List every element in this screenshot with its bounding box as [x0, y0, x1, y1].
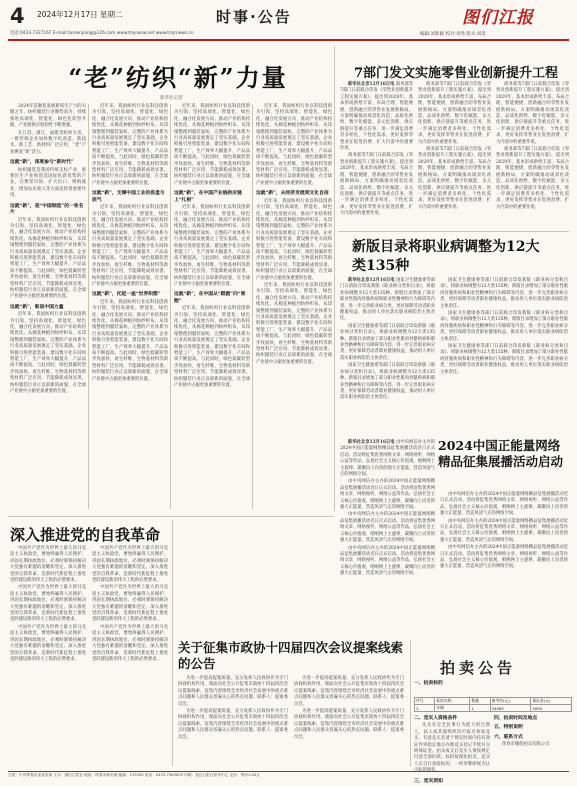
subhead: 这就“新”，彰显中国力量	[10, 303, 64, 310]
dateline: 新华社北京12月16日电	[348, 82, 395, 87]
proposal-column-1	[178, 676, 288, 766]
page-footer	[8, 771, 569, 784]
paragraph: 由中央网信办主办的2024中国正能量网络精品征集展播活动近日正式启动。活动将征集优秀网络文章、网络视听、网络公益等作品，弘扬社会主义核心价值观，唱响网上主旋律，凝聚向上向善的强大正能量，营造风清气正的网络空间。	[440, 545, 568, 570]
paragraph: 纺织服装是我国传统支柱产业、重要民生产业和创造国际化新优势的产业，在繁荣市场、扩大出口、吸纳就业、增加农民收入等方面发挥着重要作用。	[10, 167, 86, 199]
table-row	[415, 705, 572, 712]
paragraph: 凡具有完全民事行为能力的自然人、法人或其他组织均可报名参加竞买。有意竞买者请于规定时间内持有效证件到指定地点办理竞买登记手续并交纳保证金。拍卖成交后竞买人须按规定付清全部价款。标的按现状拍卖，竞买人应自行查验标的，一经举牌即视为认可标的现状。	[414, 723, 490, 774]
paragraph: 国家卫生健康委等部门日前联合印发新版《职业病分类和目录》，将职业病调整为12大类135种。新版目录增加了部分职业性肌肉骨骼疾病和职业性精神和行为障碍等内容，进一步完善职业病分类，更好保障劳动者职业健康权益，推动用人单位落实职业病防治主体责任。	[440, 311, 568, 342]
main-headline: “老”纺织“新”力量	[68, 63, 288, 92]
paragraph: 中国共产党作为世界上最大的马克思主义执政党，要始终赢得人民拥护、巩固长期执政地位，必须时刻保持解决大党独有难题的清醒和坚定。深入推进党的自我革命，是新时代新征程上推进党的建设新的伟大工程的必然要求。	[10, 546, 86, 584]
paragraph: 国家卫生健康委等部门日前联合印发新版《职业病分类和目录》，将职业病调整为12大类135种。新版目录增加了部分职业性肌肉骨骼疾病和职业性精神和行为障碍等内容，进一步完善职业病分类，更好保障劳动者职业健康权益，推动用人单位落实职业病防治主体责任。	[340, 363, 435, 401]
table-cell: 5000	[531, 705, 572, 712]
page-header	[0, 0, 577, 46]
retail-column-3	[496, 82, 569, 229]
editors-line: 编辑:刘新颖 校对:刘秀 版式:刘景	[420, 32, 486, 37]
paragraph: 近年来，我国纺织行业以科技创新为引领，坚持高端化、智能化、绿色化、融合化发展方向，推动产业结构持续优化。从棉花种植到纺纱织布，从印染整理到服装家纺，完整的产业体系为行业高质量发展奠定了坚实基础。企业积极引进智能装备，建设数字化车间和智能工厂，生产效率大幅提升，产品品质不断提高。与此同时，绿色低碳转型步伐加快，再生纤维、生物基材料等新型材料广泛应用，节能降耗成效显著。纺织服装行业正以崭新的面貌，在全球产业链中占据更加重要的位置。	[92, 104, 168, 186]
table-header-row	[415, 698, 572, 705]
paragraph: 中国共产党作为世界上最大的马克思主义执政党，要始终赢得人民拥护、巩固长期执政地位，必须时刻保持解决大党独有难题的清醒和坚定。深入推进党的自我革命，是新时代新征程上推进党的建设新的伟大工程的必然要求。	[10, 624, 86, 662]
notice-item: 六、联系方式	[494, 733, 523, 740]
table-cell: 34065	[490, 705, 531, 712]
header-rule	[8, 39, 569, 41]
subhead: 这就“新”，在中国从“跟跑”向“领跑”	[174, 291, 246, 304]
table-cell: 车辆	[435, 705, 470, 712]
retail-headline: 7部门发文实施零售业创新提升工程	[353, 66, 559, 81]
contact-line: 电话:0433-7327167 E-mail:tumenjiang@126.com www.tmjrwsw.net www.tmjrnews.cn	[10, 31, 194, 36]
table-header: 参考价(元)	[490, 698, 531, 705]
paragraph: 由中央网信办主办的2024中国正能量网络精品征集展播活动近日正式启动。活动将征集优秀网络文章、网络视听、网络公益等作品，弘扬社会主义核心价值观，唱响网上主旋律，凝聚向上向善的强大正能量，营造风清气正的网络空间。	[340, 479, 435, 511]
paragraph: 中国共产党作为世界上最大的马克思主义执政党，要始终赢得人民拥护、巩固长期执政地位，必须时刻保持解决大党独有难题的清醒和坚定。深入推进党的自我革命，是新时代新征程上推进党的建设新的伟大工程的必然要求。	[92, 546, 168, 584]
paragraph: 由中央网信办主办的2024中国正能量网络精品征集展播活动近日正式启动。活动将征集优秀网络文章、网络视听、网络公益等作品，弘扬社会主义核心价值观，唱响网上主旋律，凝聚向上向善的强大正能量，营造风清气正的网络空间。	[440, 518, 568, 543]
dateline: 新华社北京12月16日电	[348, 440, 395, 445]
dateline: 新华社北京12月16日电	[348, 278, 395, 283]
energy-column-1	[340, 440, 435, 635]
notice-intro	[414, 677, 570, 697]
table-header: 序号	[415, 698, 435, 705]
disease-headline: 新版目录将职业病调整为12大类135种	[352, 239, 540, 274]
paragraph: 由中央网信办主办的2024中国正能量网络精品征集展播活动近日正式启动。活动将征集优秀网络文章、网络视听、网络公益等作品，弘扬社会主义核心价值观，唱响网上主旋律，凝聚向上向善的强大正能量，营造风清气正的网络空间。	[340, 512, 435, 544]
table-cell: 1	[470, 705, 490, 712]
notice-item: 五、特别说明	[494, 724, 523, 731]
paragraph: 近年来，我国纺织行业以科技创新为引领，坚持高端化、智能化、绿色化、融合化发展方向，推动产业结构持续优化。从棉花种植到纺纱织布，从印染整理到服装家纺，完整的产业体系为行业高质量发展奠定了坚实基础。企业积极引进智能装备，建设数字化车间和智能工厂，生产效率大幅提升，产品品质不断提高。与此同时，绿色低碳转型步伐加快，再生纤维、生物基材料等新型材料广泛应用，节能降耗成效显著。纺织服装行业正以崭新的面貌，在全球产业链中占据更加重要的位置。	[256, 104, 332, 186]
proposal-column-2	[294, 676, 404, 766]
paragraph: 中国共产党作为世界上最大的马克思主义执政党，要始终赢得人民拥护、巩固长期执政地位，必须时刻保持解决大党独有难题的清醒和坚定。深入推进党的自我革命，是新时代新征程上推进党的建设新的伟大工程的必然要求。	[92, 585, 168, 623]
paragraph: 中国共产党作为世界上最大的马克思主义执政党，要始终赢得人民拥护、巩固长期执政地位，必须时刻保持解决大党独有难题的清醒和坚定。深入推进党的自我革命，是新时代新征程上推进党的建设新的伟大工程的必然要求。	[92, 624, 168, 662]
notice-item: 四、拍卖时间及地点	[494, 715, 538, 721]
paragraph: 近年来，我国纺织行业以科技创新为引领，坚持高端化、智能化、绿色化、融合化发展方向，推动产业结构持续优化。从棉花种植到纺纱织布，从印染整理到服装家纺，完整的产业体系为行业高质量发展奠定了坚实基础。企业积极引进智能装备，建设数字化车间和智能工厂，生产效率大幅提升，产品品质不断提高。与此同时，绿色低碳转型步伐加快，再生纤维、生物基材料等新型材料广泛应用，节能降耗成效显著。纺织服装行业正以崭新的面貌，在全球产业链中占据更加重要的位置。	[10, 217, 86, 300]
paragraph: 国家卫生健康委等部门日前联合印发新版《职业病分类和目录》，将职业病调整为12大类135种。新版目录增加了部分职业性肌肉骨骼疾病和职业性精神和行为障碍等内容，进一步完善职业病分类，更好保障劳动者职业健康权益，推动用人单位落实职业病防治主体责任。	[440, 344, 568, 375]
notice-item: 二、竞买人资格条件	[414, 715, 458, 721]
disease-column-2	[440, 278, 568, 435]
notice-body-2	[494, 712, 570, 768]
paragraph: 为进一步提高提案质量，充分发挥人民政协作为专门协商机构作用，现面向社会公开征集市政协十四届四次会议提案线索。征集内容围绕全市经济社会发展中的重点难点问题和人民群众普遍关心的热点问题。联系人：提案委员会。	[178, 709, 288, 740]
table-header: 数量	[470, 698, 490, 705]
subhead: 这就“新”，支撑中国工业的底盘与底气	[92, 190, 165, 203]
paragraph: 商务部等7部门日前联合印发《零售业创新提升工程实施方案》，提出到2029年，基本形成供给丰富、布局合理、智能便捷、创新融合的零售业发展新格局。方案明确推动场景化改造、品质化供给、数字化赋能、多元化创新、供应链提升等重点任务，进一步满足消费者多样化、个性化需求，更好发挥零售业在促进消费、扩大内需中的重要作用。	[496, 147, 569, 210]
paragraph: 近年来，我国纺织行业以科技创新为引领，坚持高端化、智能化、绿色化、融合化发展方向，推动产业结构持续优化。从棉花种植到纺纱织布，从印染整理到服装家纺，完整的产业体系为行业高质量发展奠定了坚实基础。企业积极引进智能装备，建设数字化车间和智能工厂，生产效率大幅提升，产品品质不断提高。与此同时，绿色低碳转型步伐加快，再生纤维、生物基材料等新型材料广泛应用，节能降耗成效显著。纺织服装行业正以崭新的面貌，在全球产业链中占据更加重要的位置。	[10, 312, 86, 395]
paragraph: 为进一步提高提案质量，充分发挥人民政协作为专门协商机构作用，现面向社会公开征集市政协十四届四次会议提案线索。征集内容围绕全市经济社会发展中的重点难点问题和人民群众普遍关心的热点问题。联系人：提案委员会。	[294, 709, 404, 740]
issue-date: 2024年12月17日 星期二	[37, 10, 123, 19]
newspaper-logo: 图们江报	[462, 8, 534, 28]
table-cell: 1	[415, 705, 435, 712]
subhead: 这就“新”，托起一座“世界织都”	[92, 291, 161, 298]
main-column-2	[92, 104, 168, 511]
retail-column-2	[418, 82, 491, 229]
subhead: 这就“新”，从经济发展到文化自信	[256, 190, 329, 197]
paragraph: 商务部等7部门日前联合印发《零售业创新提升工程实施方案》，提出到2029年，基本形成供给丰富、布局合理、智能便捷、创新融合的零售业发展新格局。方案明确推动场景化改造、品质化供给、数字化赋能、多元化创新、供应链提升等重点任务，进一步满足消费者多样化、个性化需求，更好发挥零售业在促进消费、扩大内需中的重要作用。	[340, 82, 413, 152]
page-number: 4	[10, 4, 25, 28]
paragraph: 商务部等7部门日前联合印发《零售业创新提升工程实施方案》，提出到2029年，基本形成供给丰富、布局合理、智能便捷、创新融合的零售业发展新格局。方案明确推动场景化改造、品质化供给、数字化赋能、多元化创新、供应链提升等重点任务，进一步满足消费者多样化、个性化需求，更好发挥零售业在促进消费、扩大内需中的重要作用。	[496, 82, 569, 145]
energy-column-2	[440, 492, 568, 635]
paragraph: 近年来，我国纺织行业以科技创新为引领，坚持高端化、智能化、绿色化、融合化发展方向，推动产业结构持续优化。从棉花种植到纺纱织布，从印染整理到服装家纺，完整的产业体系为行业高质量发展奠定了坚实基础。企业积极引进智能装备，建设数字化车间和智能工厂，生产效率大幅提升，产品品质不断提高。与此同时，绿色低碳转型步伐加快，再生纤维、生物基材料等新型材料广泛应用，节能降耗成效显著。纺织服装行业正以崭新的面貌，在全球产业链中占据更加重要的位置。	[174, 306, 250, 389]
paragraph: 为进一步提高提案质量，充分发挥人民政协作为专门协商机构作用，现面向社会公开征集市政协十四届四次会议提案线索。征集内容围绕全市经济社会发展中的重点难点问题和人民群众普遍关心的热点问题。联系人：提案委员会。	[294, 676, 404, 707]
table-header: 标的名称	[435, 698, 470, 705]
main-column-1	[10, 104, 86, 511]
notice-subhead: 一、拍卖标的	[414, 680, 443, 686]
disease-column-1	[340, 278, 435, 435]
paragraph: 中国共产党作为世界上最大的马克思主义执政党，要始终赢得人民拥护、巩固长期执政地位，必须时刻保持解决大党独有难题的清醒和坚定。深入推进党的自我革命，是新时代新征程上推进党的建设新的伟大工程的必然要求。	[10, 585, 86, 623]
paragraph: 商务部等7部门日前联合印发《零售业创新提升工程实施方案》，提出到2029年，基本形成供给丰富、布局合理、智能便捷、创新融合的零售业发展新格局。方案明确推动场景化改造、品质化供给、数字化赋能、多元化创新、供应链提升等重点任务，进一步满足消费者多样化、个性化需求，更好发挥零售业在促进消费、扩大内需中的重要作用。	[418, 147, 491, 210]
column-divider	[88, 104, 89, 509]
subhead: 这就“新”，是“中国制造”的一张名片	[10, 202, 84, 216]
column-divider	[410, 640, 411, 766]
main-column-4	[256, 104, 332, 511]
reform-column-2	[92, 546, 168, 766]
column-divider	[334, 46, 335, 511]
column-divider	[172, 520, 173, 766]
section-divider	[338, 231, 569, 232]
main-byline: 新华社记者	[160, 96, 183, 101]
notice-org: 珲春市城投拍卖有限公司	[502, 742, 550, 748]
subhead: 这就“新”，深度参与“新时代”	[10, 159, 74, 166]
paragraph: 近年来，我国纺织行业以科技创新为引领，坚持高端化、智能化、绿色化、融合化发展方向，推动产业结构持续优化。从棉花种植到纺纱织布，从印染整理到服装家纺，完整的产业体系为行业高质量发展奠定了坚实基础。企业积极引进智能装备，建设数字化车间和智能工厂，生产效率大幅提升，产品品质不断提高。与此同时，绿色低碳转型步伐加快，再生纤维、生物基材料等新型材料广泛应用，节能降耗成效显著。纺织服装行业正以崭新的面貌，在全球产业链中占据更加重要的位置。	[256, 282, 332, 365]
paragraph: 国家卫生健康委等部门日前联合印发新版《职业病分类和目录》，将职业病调整为12大类135种。新版目录增加了部分职业性肌肉骨骼疾病和职业性精神和行为障碍等内容，进一步完善职业病分类，更好保障劳动者职业健康权益，推动用人单位落实职业病防治主体责任。	[340, 323, 435, 361]
section-title: 时事·公告	[216, 8, 292, 26]
auction-notice-title: 拍卖公告	[440, 659, 517, 677]
footer-text: 主管：中共珲春市委宣传部 主办：图们江报社 地址：珲春市新安街 邮编：133300 电话：0433-7563003 印刷：延边日报社印务中心 定价：每份1.00元	[8, 773, 260, 777]
paragraph: 由中央网信办主办的2024中国正能量网络精品征集展播活动近日正式启动。活动将征集优秀网络文章、网络视听、网络公益等作品，弘扬社会主义核心价值观，唱响网上主旋律，凝聚向上向善的强大正能量，营造风清气正的网络空间。	[340, 545, 435, 577]
energy-headline: 2024中国正能量网络精品征集展播活动启动	[438, 438, 564, 469]
paragraph: 商务部等7部门日前联合印发《零售业创新提升工程实施方案》，提出到2029年，基本形成供给丰富、布局合理、智能便捷、创新融合的零售业发展新格局。方案明确推动场景化改造、品质化供给、数字化赋能、多元化创新、供应链提升等重点任务，进一步满足消费者多样化、个性化需求，更好发挥零售业在促进消费、扩大内需中的重要作用。	[340, 153, 413, 217]
proposal-headline: 关于征集市政协十四届四次会议提案线索的公告	[178, 640, 404, 671]
paragraph: 在江苏、浙江、福建等纺织大省，一批传统企业加快数字化改造，新技术、新工艺、新材料广泛应用，“老”产业焕发“新”活力。	[10, 130, 86, 155]
retail-column-1	[340, 82, 413, 229]
main-column-3	[174, 104, 250, 511]
reform-column-1	[10, 546, 86, 766]
auction-table	[414, 697, 572, 712]
paragraph: 近年来，我国纺织行业以科技创新为引领，坚持高端化、智能化、绿色化、融合化发展方向，推动产业结构持续优化。从棉花种植到纺纱织布，从印染整理到服装家纺，完整的产业体系为行业高质量发展奠定了坚实基础。企业积极引进智能装备，建设数字化车间和智能工厂，生产效率大幅提升，产品品质不断提高。与此同时，绿色低碳转型步伐加快，再生纤维、生物基材料等新型材料广泛应用，节能降耗成效显著。纺织服装行业正以崭新的面貌，在全球产业链中占据更加重要的位置。	[92, 205, 168, 287]
subhead: 这就“新”，在中国产业链供应链上“扎根”	[174, 190, 242, 203]
section-divider	[8, 516, 334, 517]
notice-body-1	[414, 712, 490, 784]
paragraph: 近年来，我国纺织行业以科技创新为引领，坚持高端化、智能化、绿色化、融合化发展方向，推动产业结构持续优化。从棉花种植到纺纱织布，从印染整理到服装家纺，完整的产业体系为行业高质量发展奠定了坚实基础。企业积极引进智能装备，建设数字化车间和智能工厂，生产效率大幅提升，产品品质不断提高。与此同时，绿色低碳转型步伐加快，再生纤维、生物基材料等新型材料广泛应用，节能降耗成效显著。纺织服装行业正以崭新的面貌，在全球产业链中占据更加重要的位置。	[92, 299, 168, 382]
paragraph: 商务部等7部门日前联合印发《零售业创新提升工程实施方案》，提出到2029年，基本形成供给丰富、布局合理、智能便捷、创新融合的零售业发展新格局。方案明确推动场景化改造、品质化供给、数字化赋能、多元化创新、供应链提升等重点任务，进一步满足消费者多样化、个性化需求，更好发挥零售业在促进消费、扩大内需中的重要作用。	[418, 82, 491, 145]
paragraph: 2024年是聚焦发展新质生产力的关键之年，纺织服装行业顺势而为，持续推进高端化、智能化、绿色化转型升级，产业链供应链韧性不断增强。	[10, 104, 86, 129]
paragraph: 近年来，我国纺织行业以科技创新为引领，坚持高端化、智能化、绿色化、融合化发展方向，推动产业结构持续优化。从棉花种植到纺纱织布，从印染整理到服装家纺，完整的产业体系为行业高质量发展奠定了坚实基础。企业积极引进智能装备，建设数字化车间和智能工厂，生产效率大幅提升，产品品质不断提高。与此同时，绿色低碳转型步伐加快，再生纤维、生物基材料等新型材料广泛应用，节能降耗成效显著。纺织服装行业正以崭新的面貌，在全球产业链中占据更加重要的位置。	[174, 104, 250, 186]
column-divider	[170, 104, 171, 509]
paragraph: 国家卫生健康委等部门日前联合印发新版《职业病分类和目录》，将职业病调整为12大类135种。新版目录增加了部分职业性肌肉骨骼疾病和职业性精神和行为障碍等内容，进一步完善职业病分类，更好保障劳动者职业健康权益，推动用人单位落实职业病防治主体责任。	[340, 278, 435, 322]
paragraph: 为进一步提高提案质量，充分发挥人民政协作为专门协商机构作用，现面向社会公开征集市政协十四届四次会议提案线索。征集内容围绕全市经济社会发展中的重点难点问题和人民群众普遍关心的热点问题。联系人：提案委员会。	[178, 676, 288, 707]
paragraph: 由中央网信办主办的2024中国正能量网络精品征集展播活动近日正式启动。活动将征集优秀网络文章、网络视听、网络公益等作品，弘扬社会主义核心价值观，唱响网上主旋律，凝聚向上向善的强大正能量，营造风清气正的网络空间。	[440, 492, 568, 517]
paragraph: 由中央网信办主办的2024中国正能量网络精品征集展播活动近日正式启动。活动将征集优秀网络文章、网络视听、网络公益等作品，弘扬社会主义核心价值观，唱响网上主旋律，凝聚向上向善的强大正能量，营造风清气正的网络空间。	[340, 440, 435, 478]
paragraph: 近年来，我国纺织行业以科技创新为引领，坚持高端化、智能化、绿色化、融合化发展方向，推动产业结构持续优化。从棉花种植到纺纱织布，从印染整理到服装家纺，完整的产业体系为行业高质量发展奠定了坚实基础。企业积极引进智能装备，建设数字化车间和智能工厂，生产效率大幅提升，产品品质不断提高。与此同时，绿色低碳转型步伐加快，再生纤维、生物基材料等新型材料广泛应用，节能降耗成效显著。纺织服装行业正以崭新的面貌，在全球产业链中占据更加重要的位置。	[174, 205, 250, 287]
notice-item: 三、竞买须知	[414, 777, 443, 784]
paragraph: 近年来，我国纺织行业以科技创新为引领，坚持高端化、智能化、绿色化、融合化发展方向，推动产业结构持续优化。从棉花种植到纺纱织布，从印染整理到服装家纺，完整的产业体系为行业高质量发展奠定了坚实基础。企业积极引进智能装备，建设数字化车间和智能工厂，生产效率大幅提升，产品品质不断提高。与此同时，绿色低碳转型步伐加快，再生纤维、生物基材料等新型材料广泛应用，节能降耗成效显著。纺织服装行业正以崭新的面貌，在全球产业链中占据更加重要的位置。	[256, 198, 332, 281]
paragraph: 国家卫生健康委等部门日前联合印发新版《职业病分类和目录》，将职业病调整为12大类135种。新版目录增加了部分职业性肌肉骨骼疾病和职业性精神和行为障碍等内容，进一步完善职业病分类，更好保障劳动者职业健康权益，推动用人单位落实职业病防治主体责任。	[440, 278, 568, 309]
reform-headline: 深入推进党的自我革命	[10, 526, 161, 544]
table-header: 保证金(元)	[531, 698, 572, 705]
column-divider	[252, 104, 253, 509]
